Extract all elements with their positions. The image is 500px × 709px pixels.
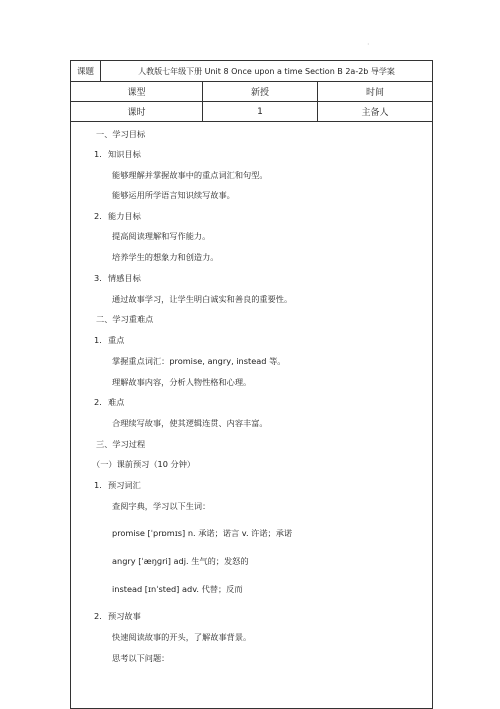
title-row bbox=[71, 61, 433, 82]
list-item: 能够理解并掌握故事中的重点词汇和句型。 bbox=[112, 170, 268, 180]
section-heading: 一、学习目标 bbox=[96, 129, 146, 139]
course-type-label: 课型 bbox=[71, 82, 203, 102]
subsection-heading bbox=[94, 397, 124, 408]
list-number: 3. bbox=[94, 273, 102, 283]
vocab-item: angry [ˈæŋɡri] adj. 生气的；发怒的 bbox=[112, 556, 249, 566]
subsection-label: 情感目标 bbox=[108, 273, 141, 283]
subsection-heading bbox=[94, 273, 141, 284]
subsection-label: 预习故事 bbox=[108, 611, 141, 621]
period-label: 课时 bbox=[71, 102, 203, 122]
time-label: 时间 bbox=[318, 82, 433, 102]
subsection-label: 预习词汇 bbox=[108, 480, 141, 490]
list-number: 1. bbox=[94, 335, 102, 345]
list-number: 2. bbox=[94, 611, 102, 621]
subsection-label: 难点 bbox=[108, 397, 125, 407]
vocab-item: promise [ˈprɒmɪs] n. 承诺；诺言 v. 许诺；承诺 bbox=[112, 528, 293, 538]
subsection-heading bbox=[94, 211, 141, 222]
list-number: 2. bbox=[94, 397, 102, 407]
section-heading: 三、学习过程 bbox=[96, 439, 146, 449]
subsection-heading bbox=[94, 149, 141, 160]
subsection-label: 知识目标 bbox=[108, 149, 141, 159]
list-item: 理解故事内容，分析人物性格和心理。 bbox=[112, 377, 252, 387]
preparer-label: 主备人 bbox=[318, 102, 433, 122]
topic-label: 课题 bbox=[71, 61, 101, 82]
corner-mark: · bbox=[367, 40, 370, 49]
list-item: 能够运用所学语言知识续写故事。 bbox=[112, 190, 235, 200]
subsection-heading: （一）课前预习（10 分钟） bbox=[92, 459, 196, 469]
subsection-heading bbox=[94, 611, 141, 622]
list-item: 合理续写故事，使其逻辑连贯、内容丰富。 bbox=[112, 418, 268, 428]
list-item: 提高阅读理解和写作能力。 bbox=[112, 231, 211, 241]
period-row bbox=[71, 102, 433, 122]
list-item: 掌握重点词汇：promise, angry, instead 等。 bbox=[112, 356, 286, 366]
list-number: 1. bbox=[94, 480, 102, 490]
period-value: 1 bbox=[203, 102, 318, 122]
list-item: 查阅字典，学习以下生词： bbox=[112, 501, 211, 511]
subsection-heading bbox=[94, 335, 124, 346]
course-type-value: 新授 bbox=[203, 82, 318, 102]
lesson-plan-table bbox=[70, 60, 433, 709]
list-number: 1. bbox=[94, 149, 102, 159]
type-row bbox=[71, 82, 433, 102]
list-item: 思考以下问题： bbox=[112, 653, 170, 663]
list-item: 通过故事学习，让学生明白诚实和善良的重要性。 bbox=[112, 294, 293, 304]
section-heading: 二、学习重难点 bbox=[96, 314, 154, 324]
vocab-item: instead [ɪnˈsted] adv. 代替；反而 bbox=[112, 584, 243, 594]
content-row bbox=[71, 122, 433, 709]
list-item: 培养学生的想象力和创造力。 bbox=[112, 252, 219, 262]
topic-title: 人教版七年级下册 Unit 8 Once upon a time Section B 2a-2b 导学案 bbox=[101, 61, 433, 82]
subsection-heading bbox=[94, 480, 141, 491]
subsection-label: 能力目标 bbox=[108, 211, 141, 221]
list-number: 2. bbox=[94, 211, 102, 221]
list-item: 快速阅读故事的开头，了解故事背景。 bbox=[112, 632, 252, 642]
subsection-label: 重点 bbox=[108, 335, 125, 345]
content-cell bbox=[71, 122, 433, 709]
